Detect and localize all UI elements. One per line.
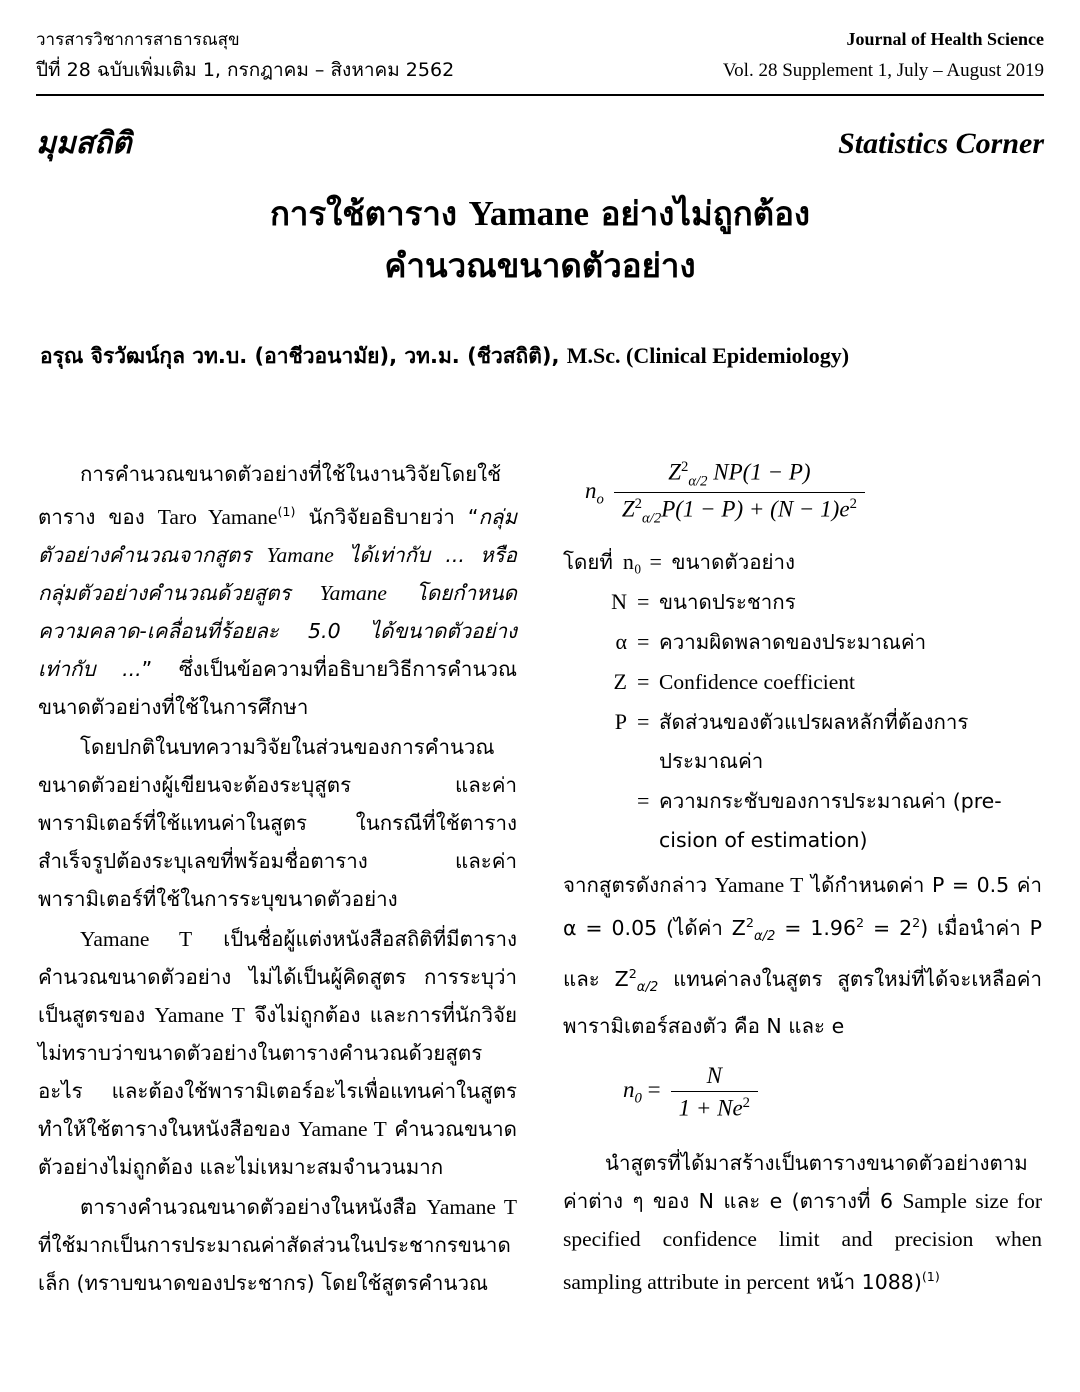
paragraph-1 [38, 455, 517, 726]
definition-row-1 [563, 582, 1042, 622]
author-line [40, 340, 1040, 373]
para-after-defs-sub-2: α/2 [636, 980, 659, 996]
para-after-defs-part-d: = 2 [864, 915, 913, 940]
para3-part-b: จึงไม่ถูกต้อง และการที่นักวิจัยไม่ทราบว่าขนาดตัวอย่างในตารางคำนวณด้วยสูตรอะไร และต้องใช้พารามิเตอร์อะไรเพื่อแทนค่าในสูตร ทำให้ใช้ตารางในหนังสือของ [38, 1002, 517, 1141]
author-name-thai: อรุณ จิรวัฒน์กุล วท.บ. (อาชีวอนามัย), วท.ม. (ชีวสถิติ), [40, 344, 567, 368]
para-after-defs-part-b: ได้กำหนดค่า P = 0.5 ค่า α = 0.05 (ได้ค่า Z [563, 872, 1042, 940]
title-line1-part-a: การใช้ตาราง [269, 194, 469, 233]
formula1-denominator: $Z^2_{\alpha/2}P(1 - P) + (N - 1)e^2$ [621, 496, 857, 527]
formula2-lhs: $n_0$ = [623, 1077, 661, 1107]
formula-definitions [563, 542, 1042, 860]
paragraph-4 [38, 1188, 517, 1302]
title-line1-latin: Yamane [468, 194, 590, 233]
para-last-latin-table-name: Sample size for specified confidence limit and precision when sampling attribute in percent [563, 1189, 1042, 1294]
header-row-2 [36, 55, 1044, 86]
definition-symbol-2: α [615, 628, 627, 654]
formula1-fraction [614, 459, 865, 528]
journal-header [36, 24, 1044, 96]
journal-title-thai: วารสารวิชาการสาธารณสุข [36, 30, 240, 50]
para1-part-b: นักวิจัยอธิบายว่า [295, 504, 468, 529]
paragraph-2: โดยปกติในบทความวิจัยในส่วนของการคำนวณขนาดตัวอย่างผู้เขียนจะต้องระบุสูตร และค่าพารามิเตอร์ที่ใช้แทนค่าในสูตร ในกรณีที่ใช้ตารางสำเร็จรูปต้องระบุเลขที่พร้อมชื่อตาราง และค่าพารามิเตอร์ที่ใช้ในการระบุขนาดตัวอย่าง [38, 734, 517, 911]
para3-part-a: เป็นชื่อผู้แต่งหนังสือสถิติที่มีตารางคำนวณขนาดตัวอย่าง ไม่ได้เป็นผู้คิดสูตร การระบุว่าเป็นสูตรของ [38, 926, 517, 1027]
title-line1-part-b: อย่างไม่ถูกต้อง [589, 194, 811, 233]
definition-equals-5: = [637, 787, 650, 813]
article-title-line-1 [36, 188, 1044, 240]
para3-latin-1: Yamane T [80, 926, 193, 951]
para-last-reference-marker: (1) [921, 1269, 940, 1284]
author-degree-latin: M.Sc. (Clinical Epidemiology) [566, 343, 850, 368]
para1-quote-close: ” [141, 656, 153, 681]
definition-symbol-3: Z [613, 668, 627, 694]
para-after-defs-sub-1: α/2 [753, 928, 776, 944]
para1-reference-marker: (1) [277, 504, 296, 519]
header-divider [36, 94, 1044, 96]
definition-symbol-1: N [611, 588, 627, 614]
journal-title-english: Journal of Health Science [846, 29, 1044, 49]
article-title [36, 188, 1044, 292]
section-label-english: Statistics Corner [838, 127, 1044, 160]
para4-part-b: ที่ใช้มากเป็นการประมาณค่าสัดส่วนในประชากรขนาดเล็ก (ทราบขนาดของประชากร) โดยใช้สูตรคำนวณ [38, 1232, 511, 1295]
article-title-line-2: คำนวณขนาดตัวอย่าง [384, 246, 696, 285]
para1-italic-latin-1: Yamane [266, 542, 334, 567]
definition-text-2: ความผิดพลาดของประมาณค่า [659, 629, 927, 654]
header-row-1 [36, 24, 1044, 55]
para3-latin-3: Yamane T [298, 1116, 387, 1141]
section-heading [36, 120, 1044, 167]
para1-italic-2: ได้เท่ากับ ... หรือ กลุ่มตัวอย่างคำนวณด้วยสูตร [38, 542, 517, 605]
para1-italic-3: โดยกำหนดความคลาด-เคลื่อนที่ร้อยละ 5.0 ได้ขนาดตัวอย่างเท่ากับ ... [38, 580, 517, 681]
paragraph-after-definitions [563, 866, 1042, 1046]
right-column [563, 455, 1042, 1304]
definition-equals-0: = [649, 548, 662, 574]
definition-text-3: Confidence coefficient [659, 669, 855, 694]
formula-simplified [623, 1063, 1042, 1122]
para4-part-a: ตารางคำนวณขนาดตัวอย่างในหนังสือ [80, 1194, 427, 1219]
para3-part-c: คำนวณขนาดตัวอย่างไม่ถูกต้อง และไม่เหมาะสมจำนวนมาก [38, 1116, 517, 1179]
formula2-numerator: N [671, 1063, 758, 1092]
definition-row-0 [563, 542, 1042, 582]
definition-text-0: ขนาดตัวอย่าง [671, 549, 796, 574]
formula-sample-size-full [585, 459, 1042, 528]
definition-symbol-0: n₀ [622, 548, 642, 574]
formula1-numerator: $Z^2_{\alpha/2}$ NP(1 − P) [614, 459, 865, 493]
definition-symbol-4: P [614, 708, 627, 734]
issue-info-thai: ปีที่ 28 ฉบับเพิ่มเติม 1, กรกฎาคม – สิงหาคม 2562 [36, 59, 455, 81]
para-after-defs-part-c: = 1.96 [775, 915, 856, 940]
para-last-part-b: หน้า 1088) [809, 1269, 922, 1294]
definition-text-1: ขนาดประชากร [659, 589, 796, 614]
para1-quote-open: “ [467, 504, 479, 529]
formula1-lhs: $n_o$ [585, 477, 604, 508]
definition-equals-3: = [637, 668, 650, 694]
para-after-defs-sup-2: 2 [856, 914, 865, 930]
para-last-part-a: นำสูตรที่ได้มาสร้างเป็นตารางขนาดตัวอย่างตามค่าต่าง ๆ ของ N และ e (ตารางที่ 6 [563, 1151, 1028, 1213]
definitions-lead: โดยที่ [563, 549, 613, 574]
left-column [38, 455, 517, 1304]
paragraph-last [563, 1144, 1042, 1301]
para-after-defs-sup-3: 2 [912, 914, 921, 930]
para1-part-c: ซึ่งเป็นข้อความที่อธิบายวิธีการคำนวณขนาดตัวอย่างที่ใช้ในการศึกษา [38, 656, 517, 719]
para4-latin: Yamane T [426, 1194, 517, 1219]
para3-latin-2: Yamane T [154, 1002, 245, 1027]
para1-italic-latin-2: Yamane [319, 580, 387, 605]
paragraph-3 [38, 920, 517, 1186]
definition-text-4: สัดส่วนของตัวแปรผลหลักที่ต้องการประมาณค่า [659, 709, 969, 773]
definition-row-4 [563, 702, 1042, 781]
para-after-defs-part-f: แทนค่าลงในสูตร สูตรใหม่ที่ได้จะเหลือค่าพารามิเตอร์สองตัว คือ N และ e [563, 967, 1042, 1039]
definition-text-5: ความกระชับของการประมาณค่า (pre-cision of estimation) [659, 788, 1002, 852]
para-after-defs-part-a: จากสูตรดังกล่าว [563, 872, 715, 897]
para1-italic-1: กลุ่มตัวอย่างคำนวณจากสูตร [38, 504, 517, 567]
body-columns [38, 455, 1042, 1304]
issue-info-english: Vol. 28 Supplement 1, July – August 2019 [722, 60, 1044, 81]
para-after-defs-sup-4: 2 [628, 966, 637, 982]
definition-row-2 [563, 622, 1042, 662]
definition-equals-4: = [637, 708, 650, 734]
definition-row-3 [563, 662, 1042, 702]
para-after-defs-sup-1: 2 [745, 914, 754, 930]
definition-equals-1: = [637, 588, 650, 614]
para1-latin-name: Taro Yamane [157, 504, 278, 529]
section-label-thai: มุมสถิติ [36, 126, 132, 161]
para-after-defs-part-e: ) เมื่อนำค่า P และ Z [563, 915, 1042, 992]
para-after-defs-latin: Yamane T [714, 872, 804, 897]
formula2-fraction [671, 1063, 758, 1122]
para1-part-a: การคำนวณขนาดตัวอย่างที่ใช้ในงานวิจัยโดยใช้ตาราง ของ [38, 462, 502, 529]
definition-row-5 [563, 781, 1042, 860]
formula2-denominator: $1 + Ne^2$ [678, 1095, 751, 1121]
definition-equals-2: = [637, 628, 650, 654]
